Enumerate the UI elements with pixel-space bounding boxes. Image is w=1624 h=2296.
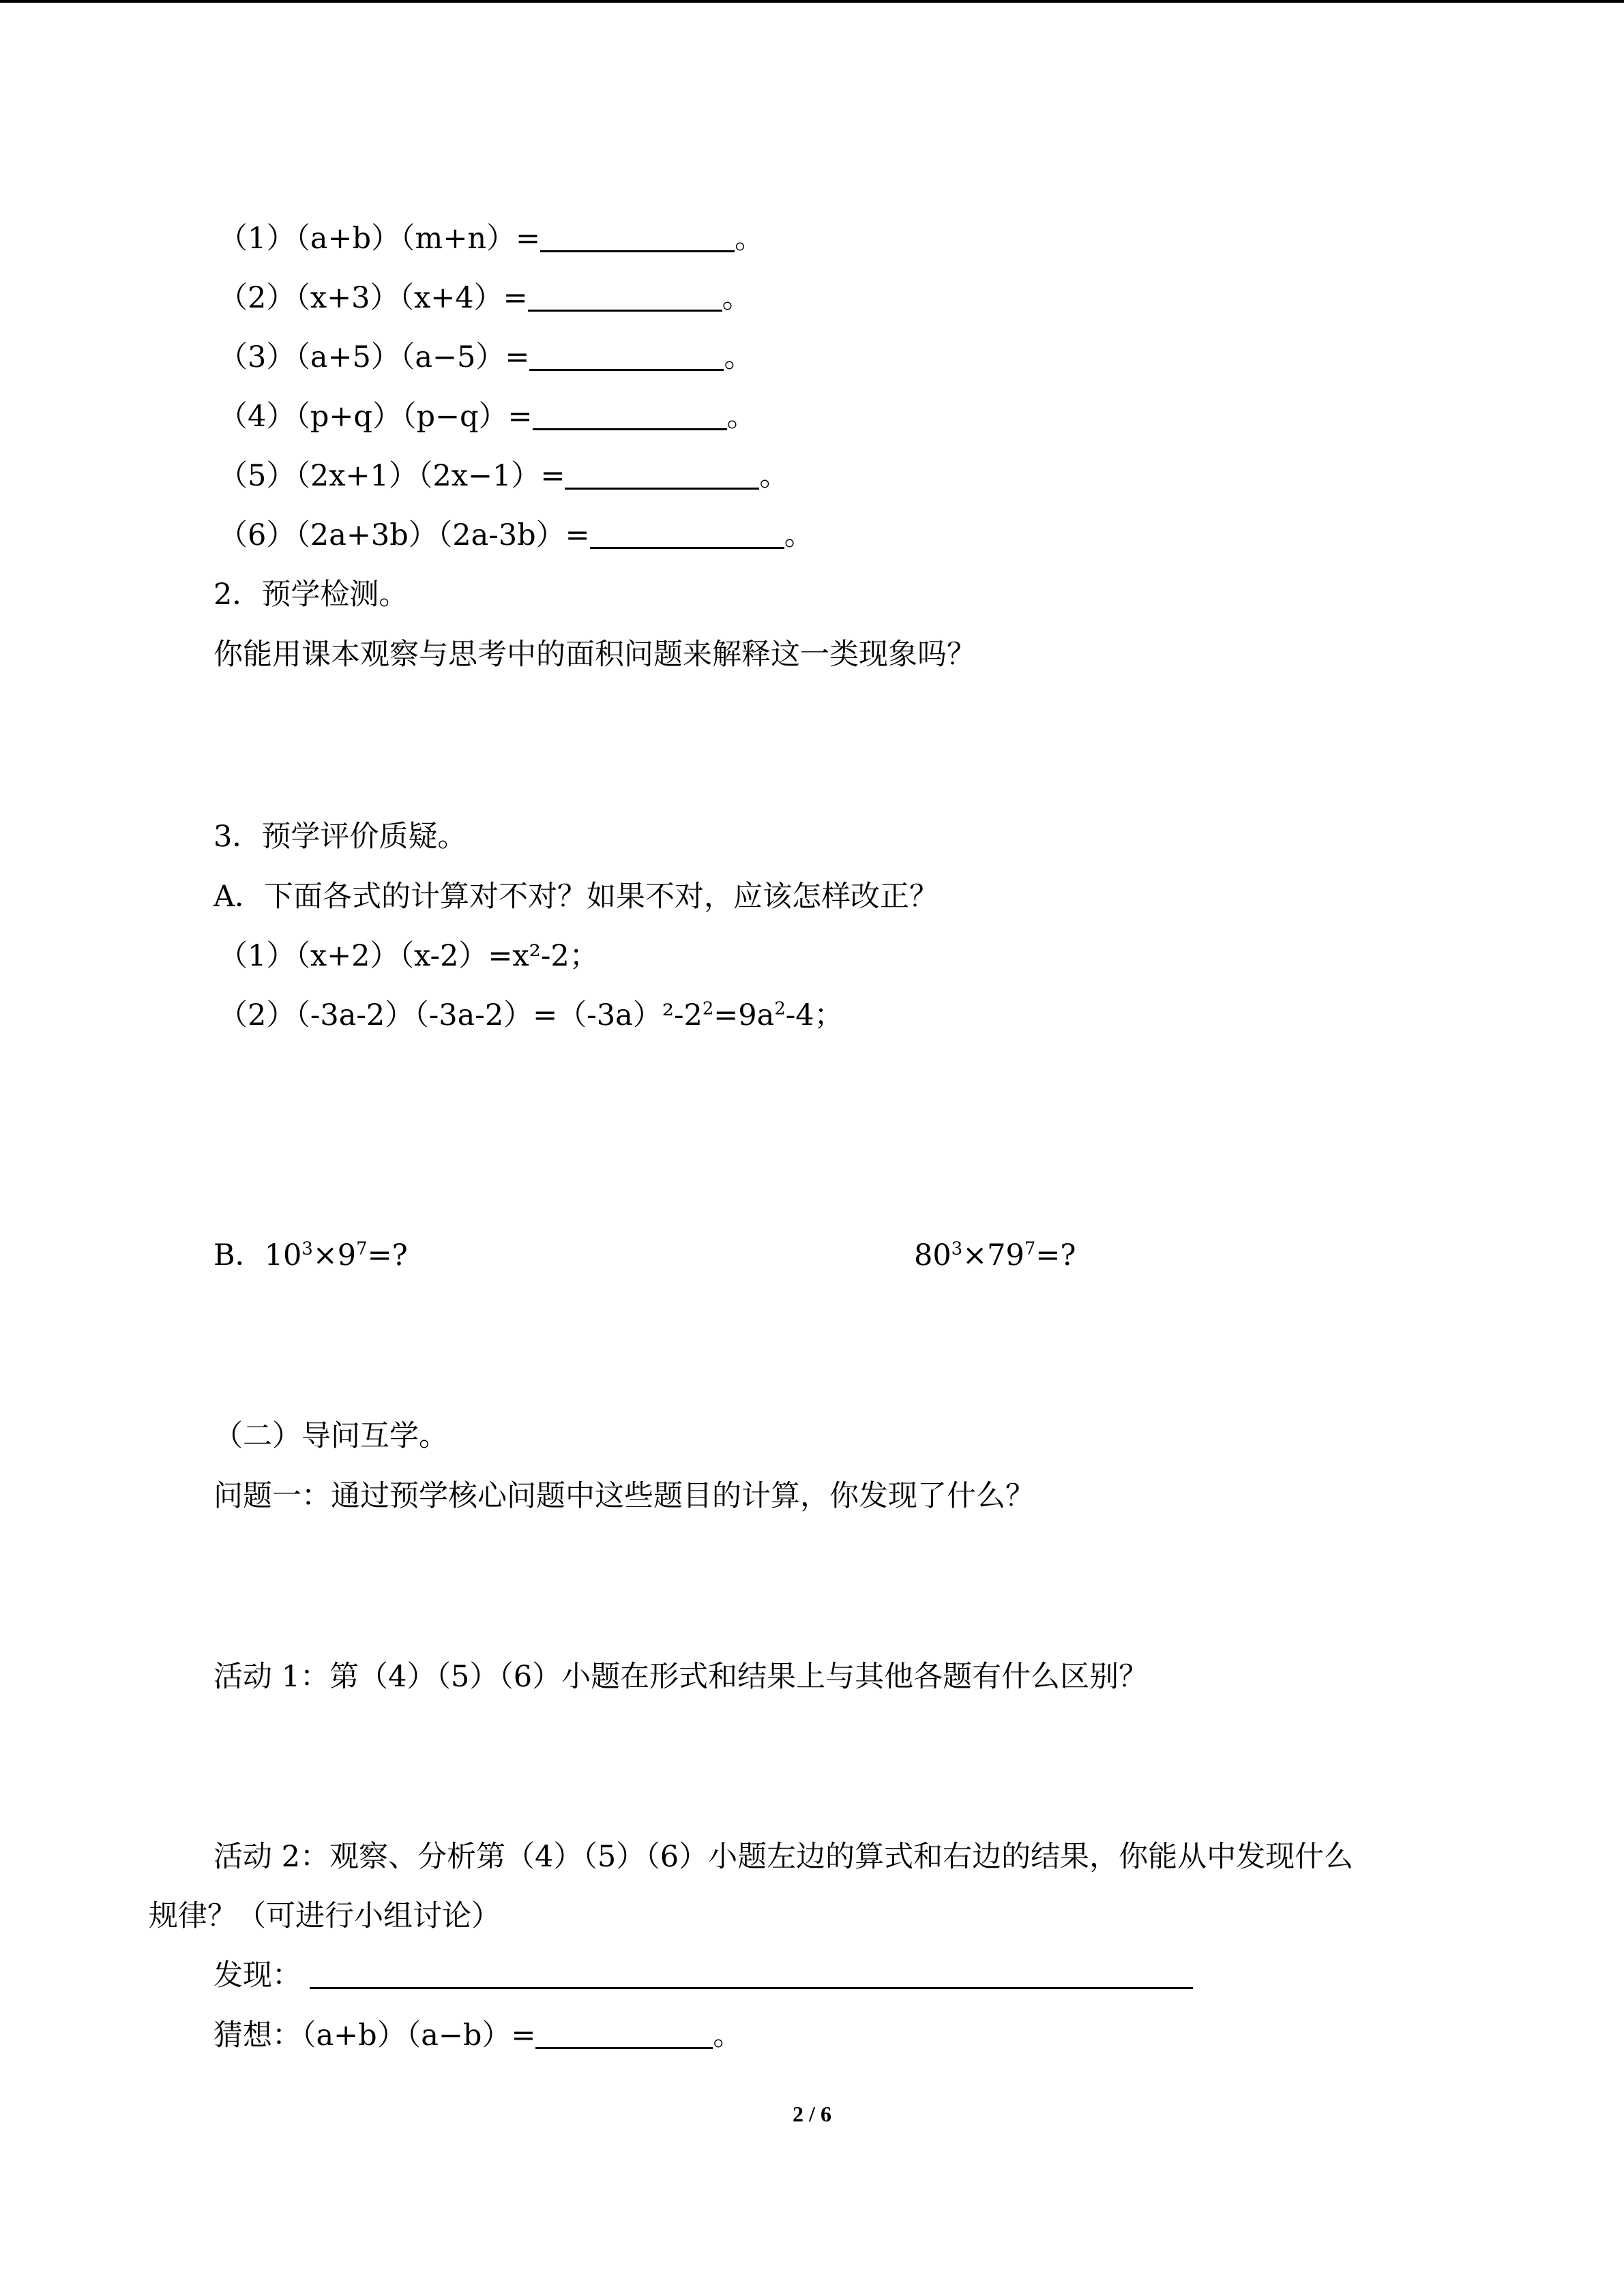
exercise-item <box>218 995 844 1036</box>
answer-blank[interactable] <box>533 401 727 430</box>
expression-part: -4； <box>785 998 844 1032</box>
discovery-label: 发现： <box>213 1958 301 1993</box>
part-b-expression-1 <box>213 1235 408 1276</box>
exercise-end-mark: 。 <box>784 518 814 552</box>
exercise-expression: （2）（x+3）（x+4）= <box>218 281 528 315</box>
guess-line <box>213 2015 742 2056</box>
exponent: 7 <box>356 1238 368 1259</box>
expression-part: B．10 <box>213 1238 302 1272</box>
discovery-line <box>213 1955 1193 1996</box>
question-text: A．下面各式的计算对不对？如果不对，应该怎样改正？ <box>213 880 939 914</box>
expression-part: ×9 <box>312 1238 357 1272</box>
expression-part: 80 <box>914 1238 951 1272</box>
expression-part: =? <box>367 1238 408 1272</box>
section-heading: （二）导问互学。 <box>213 1419 448 1453</box>
exponent: 7 <box>1024 1238 1036 1259</box>
answer-blank[interactable] <box>540 223 735 252</box>
activity-text-continued: 规律？（可进行小组讨论） <box>149 1899 501 1933</box>
exponent: 2 <box>702 998 714 1019</box>
exercise-end-mark: 。 <box>726 400 756 434</box>
discovery-blank[interactable] <box>310 1960 1193 1989</box>
exercise-item-6 <box>218 515 814 556</box>
question-text: 问题一：通过预学核心问题中这些题目的计算，你发现了什么？ <box>213 1479 1035 1513</box>
activity-text: 活动 1：第（4）（5）（6）小题在形式和结果上与其他各题有什么区别？ <box>213 1660 1149 1694</box>
answer-blank[interactable] <box>565 460 759 490</box>
exercise-end-mark: 。 <box>724 340 754 374</box>
exponent: 2 <box>774 998 786 1019</box>
exercise-expression: （4）（p+q）（p−q）= <box>218 400 533 434</box>
exercise-item-3 <box>218 337 753 378</box>
answer-blank[interactable] <box>528 282 722 312</box>
part-b-expression-2 <box>914 1235 1076 1276</box>
guess-end-mark: 。 <box>713 2018 743 2053</box>
answer-blank[interactable] <box>590 520 784 549</box>
expression-part: =9a <box>713 998 775 1032</box>
question-text: 你能用课本观察与思考中的面积问题来解释这一类现象吗？ <box>213 638 976 672</box>
page-top-border <box>0 0 1624 3</box>
guess-expression: 猜想：（a+b）（a−b）= <box>213 2018 536 2053</box>
section-heading: 3．预学评价质疑。 <box>213 820 467 854</box>
answer-blank[interactable] <box>529 342 724 371</box>
answer-blank[interactable] <box>535 2020 713 2049</box>
expression-part: =? <box>1035 1238 1076 1272</box>
exercise-item-1 <box>218 218 764 259</box>
expression-part: ×79 <box>962 1238 1024 1272</box>
exercise-expression: （1）（a+b）（m+n）= <box>218 222 541 256</box>
section-heading: 2．预学检测。 <box>213 578 409 612</box>
exponent: 3 <box>951 1238 963 1259</box>
exercise-expression: （5）（2x+1）（2x−1）= <box>218 459 565 493</box>
exercise-end-mark: 。 <box>735 222 765 256</box>
exercise-item-4 <box>218 396 756 437</box>
exercise-expression: （6）（2a+3b）（2a-3b）= <box>218 518 590 552</box>
exercise-expression: （3）（a+5）（a−5）= <box>218 340 530 374</box>
exercise-end-mark: 。 <box>759 459 789 493</box>
activity-text: 活动 2：观察、分析第（4）（5）（6）小题左边的算式和右边的结果，你能从中发现什么 <box>213 1840 1354 1874</box>
exercise-item-2 <box>218 278 752 318</box>
exponent: 3 <box>301 1238 313 1259</box>
exercise-end-mark: 。 <box>722 281 752 315</box>
page-number: 2 / 6 <box>793 2102 831 2126</box>
expression-part: （2）（-3a-2）（-3a-2）=（-3a）²-2 <box>218 998 703 1032</box>
exercise-item: （1）（x+2）（x-2）=x²-2； <box>218 939 599 973</box>
exercise-item-5 <box>218 456 788 496</box>
